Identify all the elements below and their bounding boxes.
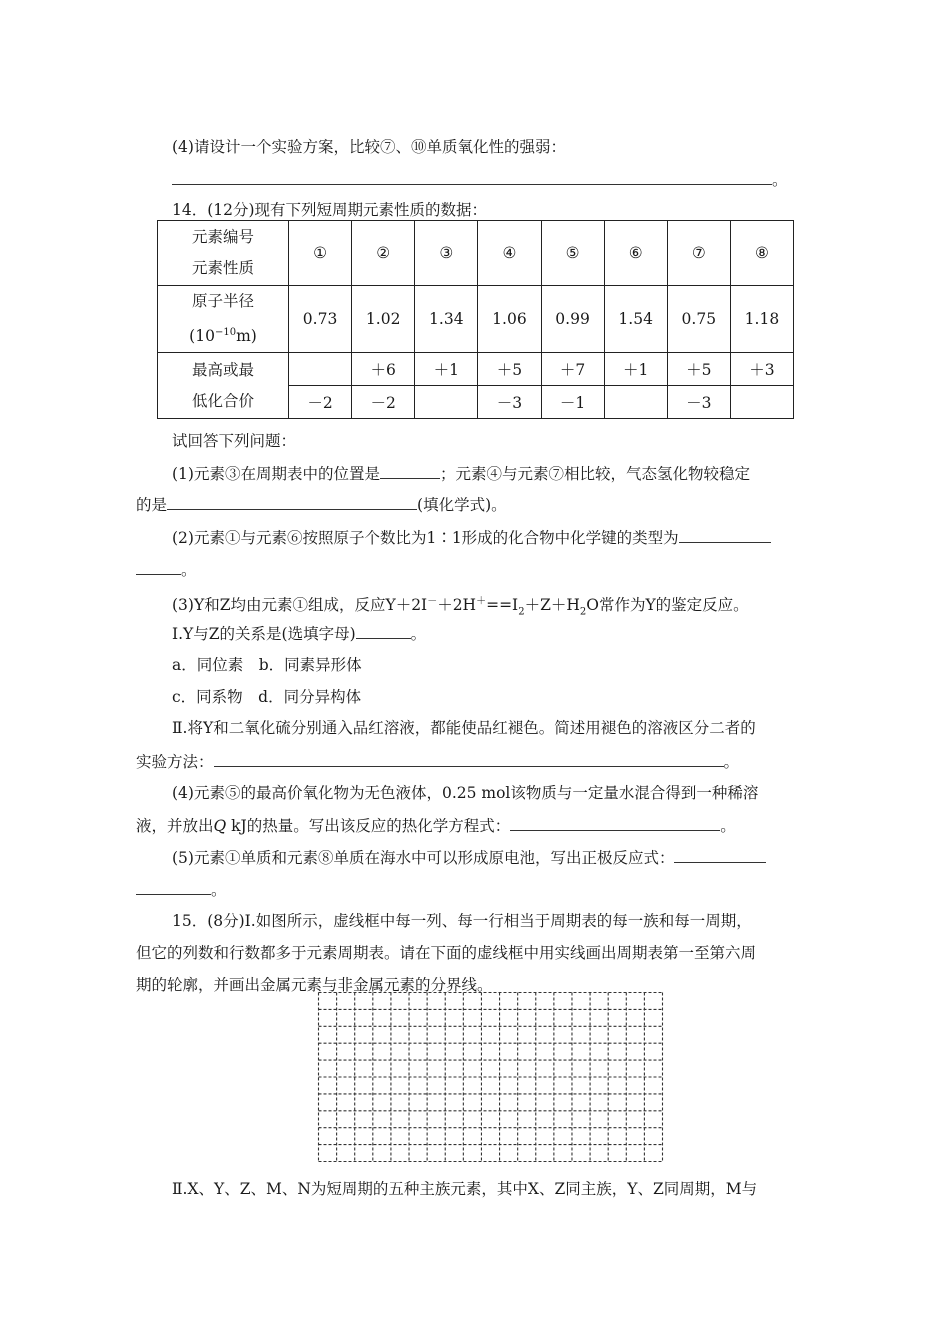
answer-blank[interactable] [172,169,772,185]
table-cell: ＋7 [541,353,604,386]
table-cell: －2 [352,386,415,419]
q14-part4-line2: 液，并放出Q kJ的热量。写出该反应的热化学方程式： 。 [136,817,736,835]
table-cell: 1.06 [478,286,541,353]
row-label-valence: 最高或最 低化合价 [158,353,289,419]
answer-blank[interactable] [167,494,417,510]
answer-blank[interactable] [510,815,720,831]
q15-line3: 期的轮廓，并画出金属元素与非金属元素的分界线。 [136,976,493,994]
q14-heading: 14．(12分)现有下列短周期元素性质的数据： [172,201,488,219]
column-header: ⑧ [730,221,793,286]
q13-part4-answer-line[interactable] [172,169,788,190]
table-cell: 0.73 [289,286,352,353]
q14-part3-II-line1: Ⅱ.将Y和二氧化硫分别通入品红溶液，都能使品红褪色。简述用褪色的溶液区分二者的 [172,719,756,737]
table-cell [730,386,793,419]
table-cell: 0.75 [667,286,730,353]
column-header: ⑦ [667,221,730,286]
q14-part1-line1: (1)元素③在周期表中的位置是 ；元素④与元素⑦相比较，气态氢化物较稳定 [172,465,750,483]
q14-prompt: 试回答下列问题： [172,432,297,450]
table-cell: ＋5 [667,353,730,386]
table-cell [415,386,478,419]
table-cell [289,353,352,386]
answer-blank[interactable] [356,623,411,639]
q14-option-cd: c．同系物 d．同分异构体 [172,688,362,706]
q14-part4-line1: (4)元素⑤的最高价氧化物为无色液体，0.25 mol该物质与一定量水混合得到一种稀溶 [172,784,759,802]
table-cell: 1.54 [604,286,667,353]
q14-part3-I: Ⅰ.Y与Z的关系是(选填字母) 。 [172,625,427,643]
answer-blank[interactable] [136,559,181,575]
table-cell: ＋1 [604,353,667,386]
q15-line2: 但它的列数和行数都多于元素周期表。请在下面的虚线框中用实线画出周期表第一至第六周 [136,944,757,962]
table-cell: －3 [478,386,541,419]
header-label-number: 元素编号 [191,228,254,246]
period: 。 [772,171,788,189]
table-cell [604,386,667,419]
table-cell: ＋5 [478,353,541,386]
table-cell: 1.02 [352,286,415,353]
q14-part3-reaction: (3)Y和Z均由元素①组成，反应$Y+2I^-+2H^+==I_2+Z+H_2O$常作为Y的鉴定反应。 [172,596,749,618]
q14-part1-line2: 的是 (填化学式)。 [136,496,507,514]
q14-part5-line1: (5)元素①单质和元素⑧单质在海水中可以形成原电池，写出正极反应式： [172,847,766,868]
q15-line1: 15．(8分)Ⅰ.如图所示，虚线框中每一列、每一行相当于周期表的每一族和每一周期， [172,912,752,930]
answer-blank[interactable] [136,879,211,895]
column-header: ④ [478,221,541,286]
header-label-property: 元素性质 [191,259,254,277]
q14-part2-line1: (2)元素①与元素⑥按照原子个数比为1∶1形成的化合物中化学键的类型为 [172,527,771,548]
q13-part4: (4)请设计一个实验方案，比较⑦、⑩单质氧化性的强弱： [172,138,566,156]
column-header: ⑥ [604,221,667,286]
row-label-radius: 原子半径 $(10^{-10}m)$ [158,286,289,353]
element-property-table [157,220,794,419]
answer-blank[interactable] [679,527,771,543]
periodic-table-dashed-grid[interactable] [317,991,664,1163]
table-cell: －3 [667,386,730,419]
table-cell: 0.99 [541,286,604,353]
table-cell: 1.18 [730,286,793,353]
table-cell: －1 [541,386,604,419]
q14-part5-line2: 。 [136,879,227,900]
table-cell: ＋1 [415,353,478,386]
q15-II-line1: Ⅱ.X、Y、Z、M、N为短周期的五种主族元素，其中X、Z同主族，Y、Z同周期，M与 [172,1180,758,1198]
table-row-radius [158,286,794,353]
table-cell: 1.34 [415,286,478,353]
column-header: ③ [415,221,478,286]
column-header: ② [352,221,415,286]
q14-part2-line2: 。 [136,559,197,580]
table-header-row [158,221,794,286]
answer-blank[interactable] [214,751,724,767]
table-cell: ＋3 [730,353,793,386]
answer-blank[interactable] [380,463,440,479]
table-cell: ＋6 [352,353,415,386]
q14-option-ab: a．同位素 b．同素异形体 [172,656,362,674]
column-header: ⑤ [541,221,604,286]
table-cell: －2 [289,386,352,419]
answer-blank[interactable] [674,847,766,863]
column-header: ① [289,221,352,286]
table-row-highest-valence [158,353,794,386]
dashed-grid-svg[interactable] [317,991,664,1163]
q14-part3-II-line2: 实验方法： 。 [136,753,740,771]
header-corner-cell [158,221,289,286]
